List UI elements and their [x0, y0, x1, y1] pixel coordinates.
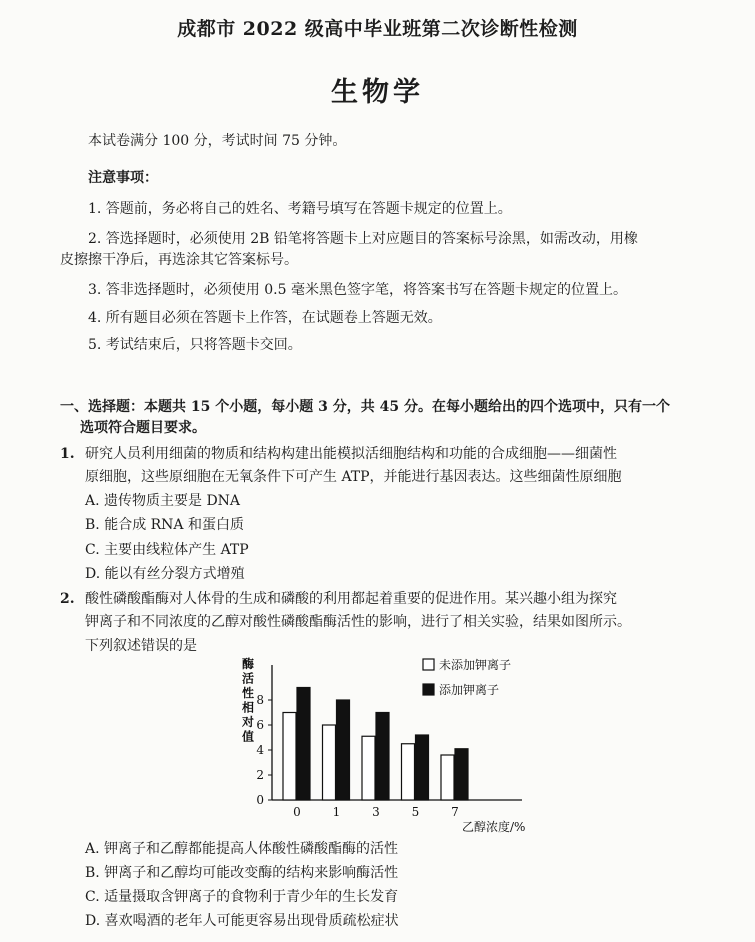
- q2-stem-line-3: 下列叙述错误的是: [85, 638, 197, 654]
- notice-item-5: 5. 考试结束后，只将答题卡交回。: [88, 337, 302, 353]
- q2-option-a: A. 钾离子和乙醇都能提高人体酸性磷酸酯酶的活性: [85, 841, 399, 857]
- intro-text: 本试卷满分 100 分，考试时间 75 分钟。: [88, 133, 347, 149]
- notice-title: 注意事项：: [88, 170, 158, 186]
- q2-number: 2.: [60, 591, 75, 607]
- x-tick-label: 7: [451, 805, 459, 819]
- y-axis-label: 酶活性相对值: [242, 657, 255, 744]
- x-tick-label: 3: [372, 805, 380, 819]
- y-tick-label: 8: [256, 693, 264, 707]
- q1-stem-line-2: 原细胞，这些原细胞在无氧条件下可产生 ATP，并能进行基因表达。这些细菌性原细胞: [85, 469, 622, 485]
- notice-item-2: 2. 答选择题时，必须使用 2B 铅笔将答题卡上对应题目的答案标号涂黑，如需改动，用橡: [88, 231, 638, 247]
- y-tick-label: 4: [256, 743, 264, 757]
- section-heading: 一、选择题：本题共 15 个小题，每小题 3 分，共 45 分。在每小题给出的四个选项中，只有一个: [60, 399, 670, 415]
- q1-option-a: A. 遗传物质主要是 DNA: [85, 493, 241, 509]
- notice-item-1: 1. 答题前，务必将自己的姓名、考籍号填写在答题卡规定的位置上。: [88, 201, 512, 217]
- q1-stem-line-1: 研究人员利用细菌的物质和结构构建出能模拟活细胞结构和功能的合成细胞——细菌性: [85, 446, 617, 462]
- bar-potassium-3: [376, 713, 389, 801]
- notice-item-3: 3. 答非选择题时，必须使用 0.5 毫米黑色签字笔，将答案书写在答题卡规定的位置上。: [88, 282, 627, 298]
- q1-option-d: D. 能以有丝分裂方式增殖: [85, 566, 245, 582]
- q1-option-c: C. 主要由线粒体产生 ATP: [85, 542, 249, 558]
- x-tick-label: 5: [411, 805, 420, 819]
- enzyme-activity-chart: [228, 650, 568, 840]
- legend-label: 添加钾离子: [439, 683, 500, 697]
- q2-option-b: B. 钾离子和乙醇均可能改变酶的结构来影响酶活性: [85, 865, 399, 881]
- subject-title: 生物学: [331, 77, 424, 108]
- bar-no-potassium-1: [323, 725, 336, 800]
- x-tick-label: 0: [293, 805, 301, 819]
- bar-no-potassium-5: [402, 744, 415, 800]
- q2-option-c: C. 适量摄取含钾离子的食物利于青少年的生长发育: [85, 889, 399, 905]
- section-heading-cont: 选项符合题目要求。: [80, 420, 206, 436]
- exam-title: 成都市 2022 级高中毕业班第二次诊断性检测: [177, 18, 578, 40]
- y-tick-label: 0: [256, 793, 264, 807]
- bar-no-potassium-7: [441, 755, 454, 800]
- q2-option-d: D. 喜欢喝酒的老年人可能更容易出现骨质疏松症状: [85, 913, 399, 929]
- q1-option-b: B. 能合成 RNA 和蛋白质: [85, 517, 244, 533]
- q1-number: 1.: [60, 446, 75, 462]
- q2-stem-line-1: 酸性磷酸酯酶对人体骨的生成和磷酸的利用都起着重要的促进作用。某兴趣小组为探究: [85, 591, 617, 607]
- x-tick-label: 1: [332, 805, 341, 819]
- bar-no-potassium-0: [283, 713, 296, 801]
- bar-potassium-5: [416, 735, 429, 800]
- bar-potassium-1: [337, 700, 350, 800]
- notice-item-4: 4. 所有题目必须在答题卡上作答，在试题卷上答题无效。: [88, 310, 442, 326]
- notice-item-2-cont: 皮擦擦干净后，再选涂其它答案标号。: [60, 252, 298, 268]
- x-axis-label: 乙醇浓度/%: [462, 820, 526, 834]
- q2-stem-line-2: 钾离子和不同浓度的乙醇对酸性磷酸酯酶活性的影响，进行了相关实验，结果如图所示。: [85, 614, 631, 630]
- y-tick-label: 2: [256, 768, 264, 782]
- bar-potassium-0: [297, 688, 310, 801]
- bar-potassium-7: [455, 749, 468, 800]
- legend-swatch: [423, 659, 434, 670]
- legend-swatch: [423, 684, 434, 695]
- legend-label: 未添加钾离子: [439, 658, 512, 672]
- bar-no-potassium-3: [362, 736, 375, 800]
- y-tick-label: 6: [256, 718, 264, 732]
